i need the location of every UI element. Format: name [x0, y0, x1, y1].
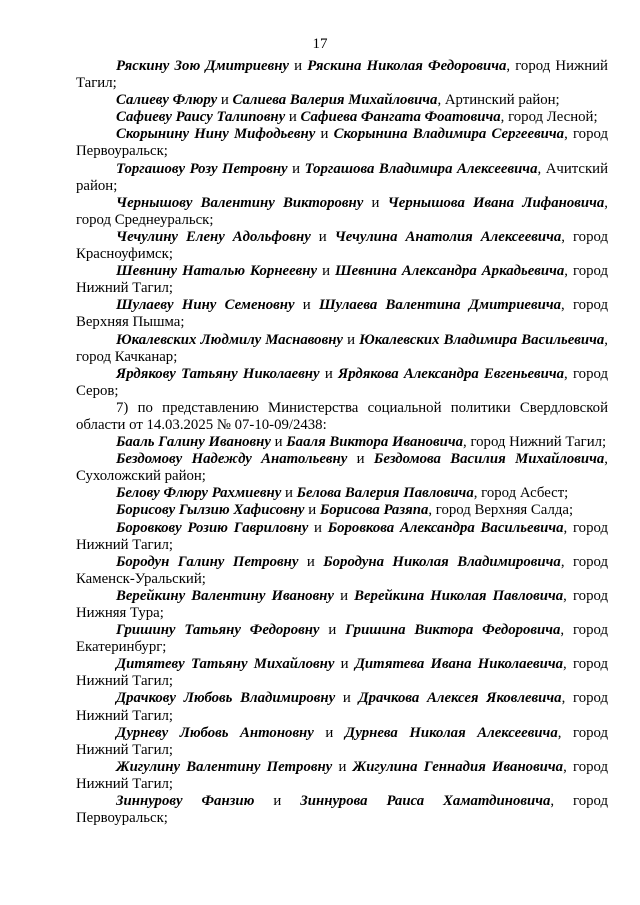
person-name: Шулаева Валентина Дмитриевича [318, 297, 562, 314]
person-name: Дурнева Николая Алексеевича [344, 724, 558, 741]
person-name: Ряскину Зою Дмитриевну [116, 58, 289, 74]
person-name: Гришину Татьяну Федоровну [116, 622, 320, 639]
person-name: Чечулину Елену Адольфовну [116, 228, 311, 245]
person-name: Борисову Гылзию Хафисовну [116, 502, 305, 519]
person-name: Шулаеву Нину Семеновну [116, 297, 295, 314]
paragraph [76, 725, 608, 759]
paragraph [76, 263, 608, 297]
paragraph-text: и [308, 519, 328, 536]
page-number: 17 [312, 36, 328, 52]
paragraph-text: , город Качканар; [76, 331, 608, 365]
person-name: Драчкова Алексея Яковлевича [358, 690, 562, 707]
person-name: Борисова Разяпа [319, 502, 429, 519]
paragraph-text: , город Нижний Тагил; [463, 434, 607, 451]
paragraph-text: , город Первоуральск; [76, 126, 608, 160]
paragraph [76, 92, 608, 109]
person-name: Скорынина Владимира Сергеевича [333, 126, 565, 143]
paragraph-text: , город Верхняя Салда; [428, 502, 574, 519]
person-name: Зиннурова Раиса Хаматдиновича [300, 793, 551, 810]
paragraph-text: и [285, 109, 301, 126]
paragraph [76, 161, 608, 195]
person-name: Бааль Галину Ивановну [116, 434, 271, 451]
paragraph-text: и [281, 485, 297, 502]
person-name: Боровкову Розию Гавриловну [116, 519, 309, 536]
paragraph [76, 451, 608, 485]
paragraph-text: и [288, 58, 308, 74]
paragraph-text: , город Нижняя Тура; [76, 587, 608, 621]
paragraph [76, 366, 608, 400]
paragraph-text: , город Лесной; [500, 109, 598, 126]
person-name: Бородун Галину Петровну [116, 553, 299, 570]
paragraph-text: и [342, 331, 360, 348]
person-name: Зиннурову Фанзию [116, 793, 255, 810]
person-name: Салиева Валерия Михайловича [232, 92, 438, 109]
paragraph [76, 400, 608, 434]
paragraph-text: и [217, 92, 233, 109]
paragraph [76, 656, 608, 690]
paragraph-text: и [333, 587, 355, 604]
paragraph [76, 622, 608, 656]
paragraph-text: и [334, 656, 355, 673]
person-name: Ярдякова Александра Евгеньевича [338, 365, 565, 382]
person-name: Юкалевских Людмилу Маснавовну [116, 331, 343, 348]
paragraph-text: , город Асбест; [473, 485, 569, 502]
paragraph [76, 793, 608, 827]
paragraph [76, 58, 608, 92]
paragraph [76, 297, 608, 331]
person-name: Бааля Виктора Ивановича [286, 434, 464, 451]
person-name: Дитятева Ивана Николаевича [354, 656, 564, 673]
paragraph-text: , город Нижний Тагил; [76, 58, 608, 92]
person-name: Ярдякову Татьяну Николаевну [116, 365, 320, 382]
paragraph-text: , Артинский район; [437, 92, 560, 109]
paragraph-text: и [319, 622, 346, 639]
paragraph-text: и [254, 793, 301, 810]
paragraph [76, 554, 608, 588]
person-name: Драчкову Любовь Владимировну [116, 690, 336, 707]
paragraph-text: и [270, 434, 287, 451]
person-name: Шевнина Александра Аркадьевича [335, 263, 565, 280]
paragraph-text: и [304, 502, 320, 519]
person-name: Гришина Виктора Федоровича [345, 622, 561, 639]
paragraph-text: , Ачитский район; [76, 160, 608, 194]
paragraph [76, 759, 608, 793]
person-name: Дитятеву Татьяну Михайловну [116, 656, 335, 673]
paragraph-text: и [287, 160, 305, 177]
paragraph [76, 109, 608, 126]
paragraph [76, 126, 608, 160]
person-name: Скорынину Нину Мифодьевну [116, 126, 316, 143]
paragraph-text: , город Нижний Тагил; [76, 758, 608, 792]
person-name: Чечулина Анатолия Алексеевича [334, 228, 562, 245]
paragraph-text: , Сухоложский район; [76, 451, 608, 485]
person-name: Юкалевских Владимира Васильевича [359, 331, 605, 348]
paragraph-text: , город Нижний Тагил; [76, 656, 608, 690]
person-name: Боровкова Александра Васильевича [327, 519, 564, 536]
paragraph [76, 690, 608, 724]
paragraph-text: и [298, 553, 324, 570]
person-name: Чернышову Валентину Викторовну [116, 194, 364, 211]
paragraph-text: , город Нижний Тагил; [76, 690, 608, 724]
paragraph-text: , город Екатеринбург; [76, 622, 608, 656]
person-name: Белова Валерия Павловича [296, 485, 474, 502]
person-name: Торгашову Розу Петровну [116, 160, 288, 177]
person-name: Сафиеву Раису Талиповну [116, 109, 286, 126]
person-name: Ряскина Николая Федоровича [307, 58, 507, 74]
paragraph-text: и [315, 126, 334, 143]
paragraph-text: и [317, 263, 335, 280]
document-body [76, 58, 608, 827]
paragraph-text: , город Верхняя Пышма; [76, 297, 608, 331]
paragraph [76, 332, 608, 366]
paragraph [76, 588, 608, 622]
person-name: Белову Флюру Рахмиевну [116, 485, 282, 502]
paragraph [76, 502, 608, 519]
paragraph [76, 195, 608, 229]
paragraph-text: и [332, 758, 353, 775]
person-name: Сафиева Фангата Фоатовича [300, 109, 501, 126]
paragraph-text: 7) по представлению Министерства социальной политики Свердловской области от 14.03.2025 № 07-10-09/2438: [76, 399, 608, 433]
paragraph-text: и [363, 194, 388, 211]
paragraph-text: , город Нижний Тагил; [76, 519, 608, 553]
person-name: Бездомову Надежду Анатольевну [116, 451, 348, 468]
paragraph-text: , город Нижний Тагил; [76, 263, 608, 297]
person-name: Жигулина Геннадия Ивановича [352, 758, 564, 775]
paragraph-text: , город Нижний Тагил; [76, 724, 608, 758]
paragraph-text: , город Красноуфимск; [76, 228, 608, 263]
person-name: Верейкину Валентину Ивановну [116, 587, 334, 604]
person-name: Верейкина Николая Павловича [354, 587, 564, 604]
person-name: Чернышова Ивана Лифановича [387, 194, 605, 211]
person-name: Салиеву Флюру [116, 92, 218, 109]
person-name: Бездомова Василия Михайловича [373, 451, 605, 468]
person-name: Бородуна Николая Владимировича [323, 553, 561, 570]
paragraph-text: и [313, 724, 345, 741]
paragraph-text: и [310, 228, 335, 245]
paragraph-text: и [335, 690, 359, 707]
person-name: Торгашова Владимира Алексеевича [304, 160, 538, 177]
person-name: Дурневу Любовь Антоновну [116, 724, 314, 741]
paragraph-text: и [294, 297, 319, 314]
paragraph-text: , город Каменск-Уральский; [76, 553, 608, 587]
person-name: Шевнину Наталью Корнеевну [116, 263, 318, 280]
paragraph-text: и [319, 365, 338, 382]
paragraph-text: и [347, 451, 374, 468]
paragraph [76, 229, 608, 263]
paragraph [76, 520, 608, 554]
person-name: Жигулину Валентину Петровну [116, 758, 333, 775]
paragraph-text: , город Серов; [76, 365, 608, 399]
paragraph-text: , город Среднеуральск; [76, 194, 608, 228]
paragraph-text: , город Первоуральск; [76, 793, 609, 827]
paragraph [76, 485, 608, 502]
paragraph [76, 434, 608, 451]
